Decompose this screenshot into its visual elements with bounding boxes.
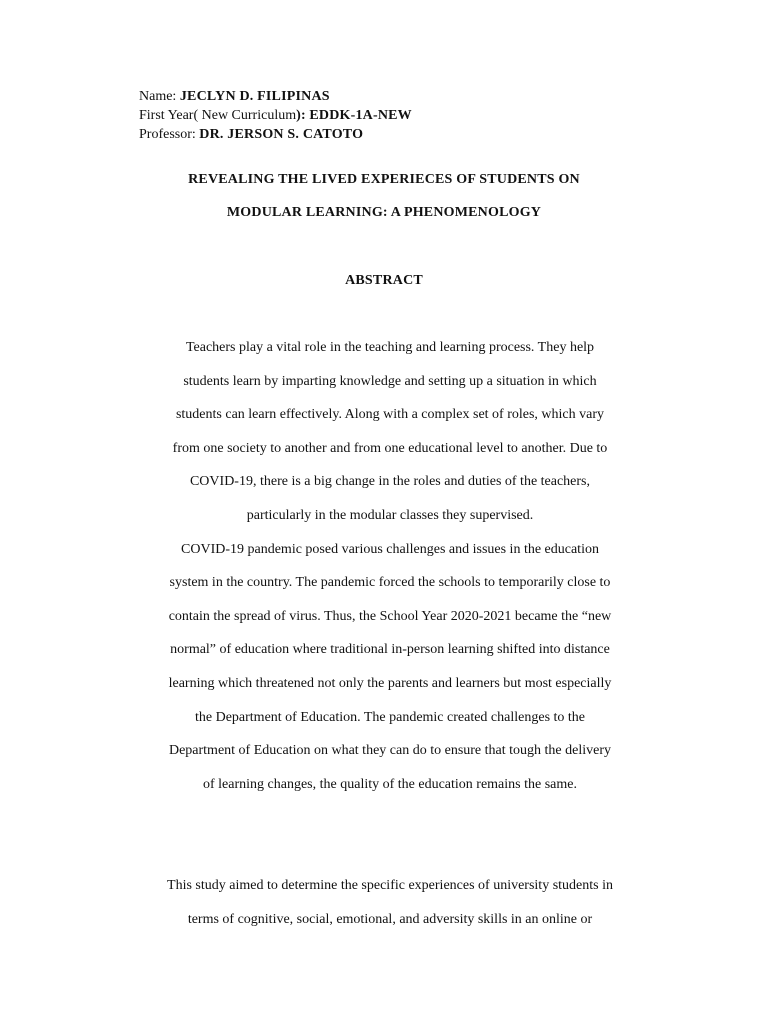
year-line (139, 106, 412, 125)
professor-label: Professor: (139, 127, 196, 142)
paragraph-line: contain the spread of virus. Thus, the School Year 2020-2021 became the “new (168, 608, 612, 624)
paragraph-line: students can learn effectively. Along with a complex set of roles, which vary (175, 407, 605, 423)
paragraph-line: of learning changes, the quality of the education remains the same. (203, 776, 577, 792)
paragraph-line: learning which threatened not only the parents and learners but most especially (168, 675, 612, 691)
name-line (139, 87, 412, 106)
paragraph-line: normal” of education where traditional in-person learning shifted into distance (170, 642, 610, 658)
title-line-2: MODULAR LEARNING: A PHENOMENOLOGY (226, 205, 542, 220)
name-label: Name: (139, 89, 177, 104)
title-line-1: REVEALING THE LIVED EXPERIECES OF STUDENTS ON (188, 172, 580, 187)
year-close: ): (296, 108, 306, 123)
paragraph-line: terms of cognitive, social, emotional, and adversity skills in an online or (187, 911, 593, 927)
paragraph-line: Teachers play a vital role in the teaching and learning process. They help (185, 340, 595, 355)
year-value: EDDK-1A-NEW (309, 108, 412, 123)
paragraph-line: COVID-19, there is a big change in the roles and duties of the teachers, (189, 474, 591, 490)
paragraph-line: system in the country. The pandemic forced the schools to temporarily close to (169, 575, 611, 591)
paragraph-1 (0, 331, 768, 801)
student-info-header (139, 87, 412, 144)
professor-line (139, 125, 412, 144)
paragraph-line: This study aimed to determine the specific experiences of university students in (167, 878, 613, 893)
paragraph-line: students learn by imparting knowledge and setting up a situation in which (183, 373, 597, 389)
paragraph-line: from one society to another and from one educational level to another. Due to (172, 440, 608, 456)
paragraph-line: COVID-19 pandemic posed various challenges and issues in the education (181, 541, 599, 557)
professor-value: DR. JERSON S. CATOTO (199, 127, 364, 142)
paragraph-line: particularly in the modular classes they supervised. (246, 507, 534, 523)
paragraph-line: Department of Education on what they can do to ensure that tough the delivery (168, 743, 612, 759)
name-value: JECLYN D. FILIPINAS (179, 89, 330, 104)
abstract-heading: ABSTRACT (345, 273, 423, 288)
paragraph-3 (0, 869, 768, 936)
year-label: First Year( New Curriculum (139, 108, 297, 123)
paragraph-line: the Department of Education. The pandemic created challenges to the (194, 709, 586, 725)
